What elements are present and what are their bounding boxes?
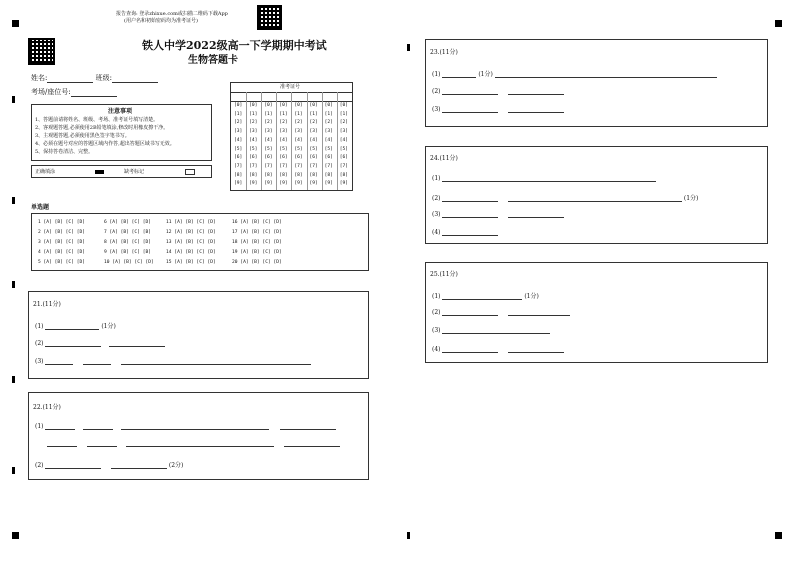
mc-row[interactable]	[38, 230, 282, 235]
exam-id-column-divider	[246, 92, 247, 190]
q21-answer-box	[28, 291, 369, 379]
mc-row[interactable]	[38, 240, 282, 245]
exam-id-bubbles[interactable]	[231, 102, 352, 190]
exam-id-digit-bubble[interactable]: [4]	[309, 137, 318, 143]
exam-id-column-divider	[276, 92, 277, 190]
page-subtitle: 生物答题卡	[188, 55, 238, 66]
exam-id-digit-bubble[interactable]: [9]	[279, 181, 288, 187]
mc-item[interactable]: 14 [A] [B] [C] [D]	[166, 250, 216, 255]
qr-code-icon	[28, 38, 55, 65]
exam-id-digit-bubble[interactable]: [1]	[309, 111, 318, 117]
exam-id-digit-bubble[interactable]: [8]	[249, 172, 258, 178]
part-label: (2)	[35, 340, 44, 347]
part-label: (4)	[432, 229, 441, 236]
exam-id-digit-bubble[interactable]: [0]	[294, 103, 303, 108]
q23-part3[interactable]	[432, 106, 564, 113]
side-mark	[12, 281, 15, 288]
exam-id-digit-bubble[interactable]: [7]	[309, 163, 318, 169]
exam-id-digit-bubble[interactable]: [2]	[294, 120, 303, 126]
exam-id-digit-bubble[interactable]: [6]	[264, 155, 273, 161]
exam-id-digit-bubble[interactable]: [2]	[309, 120, 318, 126]
part-label: (2)	[432, 195, 441, 202]
exam-id-digit-bubble[interactable]: [9]	[309, 181, 318, 187]
exam-id-digit-bubble[interactable]: [8]	[324, 172, 333, 178]
q23-part1[interactable]	[432, 69, 717, 78]
mc-row[interactable]	[38, 260, 282, 265]
notice-item: 5、保持答卷清洁、完整。	[35, 149, 94, 155]
correct-fill-label: 正确填涂	[35, 169, 56, 175]
mc-item[interactable]: 17 [A] [B] [C] [D]	[232, 230, 282, 235]
exam-id-digit-bubble[interactable]: [3]	[294, 129, 303, 135]
exam-id-digit-bubble[interactable]: [2]	[279, 120, 288, 126]
part-label: (3)	[432, 327, 441, 334]
exam-id-digit-bubble[interactable]: [2]	[249, 120, 258, 126]
mc-item[interactable]: 4 [A] [B] [C] [D]	[38, 250, 86, 255]
exam-id-digit-bubble[interactable]: [4]	[339, 137, 348, 143]
exam-id-digit-bubble[interactable]: [0]	[264, 103, 273, 108]
exam-id-digit-bubble[interactable]: [4]	[234, 137, 243, 143]
exam-id-digit-bubble[interactable]: [6]	[294, 155, 303, 161]
mc-item[interactable]: 18 [A] [B] [C] [D]	[232, 240, 282, 245]
part-label: (1)	[35, 423, 44, 430]
q25-answer-box	[425, 262, 768, 363]
q23-title: 23.(11分)	[430, 49, 458, 56]
part-label: (1)	[432, 71, 441, 78]
exam-id-digit-bubble[interactable]: [7]	[324, 163, 333, 169]
corner-mark-top-right	[775, 20, 782, 27]
fill-example-box	[31, 165, 212, 178]
q25-title: 25.(11分)	[430, 271, 458, 278]
mc-item[interactable]: 13 [A] [B] [C] [D]	[166, 240, 216, 245]
name-label: 姓名:	[31, 74, 48, 82]
q24-part1[interactable]	[432, 175, 656, 182]
exam-id-digit-bubble[interactable]: [3]	[279, 129, 288, 135]
q22-title: 22.(11分)	[33, 404, 61, 411]
mc-item[interactable]: 3 [A] [B] [C] [D]	[38, 240, 86, 245]
exam-id-digit-bubble[interactable]: [2]	[324, 120, 333, 126]
exam-id-digit-bubble[interactable]: [7]	[294, 163, 303, 169]
exam-id-digit-bubble[interactable]: [7]	[234, 163, 243, 169]
notice-item: 2、客观题答题,必须使用2B铅笔填涂,修改时用橡皮擦干净。	[35, 125, 169, 131]
mc-item[interactable]: 8 [A] [B] [C] [D]	[104, 240, 152, 245]
exam-id-digit-bubble[interactable]: [6]	[309, 155, 318, 161]
exam-id-digit-bubble[interactable]: [5]	[234, 146, 243, 152]
mc-item[interactable]: 15 [A] [B] [C] [D]	[166, 260, 216, 265]
part-label: (1)	[432, 293, 441, 300]
seat-field[interactable]	[31, 87, 117, 97]
exam-id-grid	[230, 82, 353, 191]
q25-part4[interactable]	[432, 346, 564, 353]
exam-id-column-divider	[307, 92, 308, 190]
q22-answer-box	[28, 392, 369, 480]
q24-part4[interactable]	[432, 229, 498, 236]
q22-part1-cont[interactable]	[47, 440, 340, 447]
side-mark	[12, 467, 15, 474]
mc-row[interactable]	[38, 250, 282, 255]
q25-part2[interactable]	[432, 309, 570, 316]
mc-item[interactable]: 1 [A] [B] [C] [D]	[38, 220, 86, 225]
exam-id-digit-bubble[interactable]: [3]	[324, 129, 333, 135]
q21-part2[interactable]	[35, 340, 165, 347]
q23-answer-box	[425, 39, 768, 127]
mc-item[interactable]: 10 [A] [B] [C] [D]	[104, 260, 154, 265]
exam-id-digit-bubble[interactable]: [6]	[324, 155, 333, 161]
exam-id-digit-bubble[interactable]: [2]	[339, 120, 348, 126]
exam-id-digit-bubble[interactable]: [4]	[279, 137, 288, 143]
exam-id-column-divider	[337, 92, 338, 190]
side-mark	[407, 44, 410, 51]
exam-id-digit-bubble[interactable]: [0]	[279, 103, 288, 108]
exam-id-digit-bubble[interactable]: [5]	[324, 146, 333, 152]
exam-id-digit-bubble[interactable]: [9]	[264, 181, 273, 187]
exam-id-digit-bubble[interactable]: [7]	[249, 163, 258, 169]
mc-item[interactable]: 20 [A] [B] [C] [D]	[232, 260, 282, 265]
points-label: (1分)	[478, 71, 493, 78]
exam-id-digit-bubble[interactable]: [7]	[264, 163, 273, 169]
notice-item: 4、必须在题号对应的答题区域内作答,超出答题区域书写无效。	[35, 141, 175, 147]
report-query-note-sub: (用户名和初始密码均为准考证号)	[124, 18, 198, 24]
exam-id-digit-bubble[interactable]: [6]	[339, 155, 348, 161]
qr-code-icon	[257, 5, 282, 30]
part-label: (4)	[432, 346, 441, 353]
notice-item: 1、答题前请将姓名、班级、考场、准考证号填写清楚。	[35, 117, 159, 123]
exam-id-digit-bubble[interactable]: [2]	[234, 120, 243, 126]
exam-id-digit-bubble[interactable]: [3]	[264, 129, 273, 135]
exam-id-digit-bubble[interactable]: [9]	[249, 181, 258, 187]
mc-title: 单选题	[31, 204, 50, 211]
exam-id-digit-bubble[interactable]: [4]	[294, 137, 303, 143]
q21-title: 21.(11分)	[33, 301, 61, 308]
exam-id-digit-bubble[interactable]: [1]	[234, 111, 243, 117]
corner-mark-bottom-right	[775, 532, 782, 539]
exam-id-digit-bubble[interactable]: [6]	[234, 155, 243, 161]
q21-part3[interactable]	[35, 358, 311, 365]
exam-id-digit-bubble[interactable]: [5]	[339, 146, 348, 152]
class-label: 班级:	[95, 74, 112, 82]
exam-id-digit-bubble[interactable]: [6]	[249, 155, 258, 161]
corner-mark-bottom-left	[12, 532, 19, 539]
exam-id-digit-bubble[interactable]: [1]	[339, 111, 348, 117]
page-title: 铁人中学2022级高一下学期期中考试	[142, 39, 327, 52]
exam-id-column-divider	[291, 92, 292, 190]
exam-id-digit-bubble[interactable]: [0]	[234, 103, 243, 108]
part-label: (2)	[432, 88, 441, 95]
report-query-note: 报告查询: 登录zhixue.com或扫描二维码下载App	[116, 11, 228, 17]
exam-id-digit-bubble[interactable]: [1]	[279, 111, 288, 117]
exam-id-digit-bubble[interactable]: [9]	[294, 181, 303, 187]
notice-title: 注意事项	[108, 108, 133, 115]
exam-id-digit-bubble[interactable]: [1]	[249, 111, 258, 117]
mc-item[interactable]: 9 [A] [B] [C] [B]	[104, 250, 152, 255]
exam-id-digit-bubble[interactable]: [9]	[324, 181, 333, 187]
exam-id-digit-bubble[interactable]: [5]	[264, 146, 273, 152]
part-label: (3)	[432, 106, 441, 113]
mc-item[interactable]: 16 [A] [B] [C] [D]	[232, 220, 282, 225]
points-label: (2分)	[168, 462, 184, 469]
corner-mark-top-left	[12, 20, 19, 27]
exam-id-digit-bubble[interactable]: [9]	[234, 181, 243, 187]
part-label: (3)	[35, 358, 44, 365]
notice-item: 3、主观题答题,必须使用黑色签字笔书写。	[35, 133, 130, 139]
exam-id-digit-bubble[interactable]: [7]	[279, 163, 288, 169]
exam-id-digit-bubble[interactable]: [3]	[249, 129, 258, 135]
exam-id-digit-bubble[interactable]: [0]	[324, 103, 333, 108]
q24-answer-box	[425, 146, 768, 244]
exam-id-digit-bubble[interactable]: [5]	[249, 146, 258, 152]
exam-id-digit-bubble[interactable]: [4]	[324, 137, 333, 143]
q24-part3[interactable]	[432, 211, 564, 218]
q25-part3[interactable]	[432, 327, 550, 334]
points-label: (1分)	[683, 195, 699, 202]
mc-row[interactable]	[38, 220, 282, 225]
correct-fill-sample	[95, 170, 104, 174]
part-label: (2)	[432, 309, 441, 316]
part-label: (2)	[35, 462, 44, 469]
missing-mark-label: 缺考标记	[124, 169, 145, 175]
part-label: (1)	[35, 323, 44, 330]
mc-item[interactable]: 11 [A] [B] [C] [D]	[166, 220, 216, 225]
exam-id-digit-bubble[interactable]: [8]	[279, 172, 288, 178]
seat-label: 考场/座位号:	[31, 88, 71, 96]
points-label: (1分)	[101, 323, 116, 330]
exam-id-digit-bubble[interactable]: [0]	[309, 103, 318, 108]
exam-id-digit-bubble[interactable]: [7]	[339, 163, 348, 169]
exam-id-digit-bubble[interactable]: [8]	[264, 172, 273, 178]
part-label: (3)	[432, 211, 441, 218]
exam-id-digit-bubble[interactable]: [0]	[339, 103, 348, 108]
mc-item[interactable]: 6 [A] [B] [C] [D]	[104, 220, 152, 225]
side-mark	[12, 197, 15, 204]
exam-id-column-divider	[322, 92, 323, 190]
exam-id-digit-bubble[interactable]: [1]	[324, 111, 333, 117]
q25-part1[interactable]	[432, 291, 539, 300]
exam-id-digit-bubble[interactable]: [5]	[279, 146, 288, 152]
side-mark	[407, 532, 410, 539]
part-label: (1)	[432, 175, 441, 182]
exam-id-digit-bubble[interactable]: [1]	[264, 111, 273, 117]
q22-part2[interactable]	[35, 460, 183, 469]
side-mark	[12, 376, 15, 383]
mc-item[interactable]: 5 [A] [B] [C] [D]	[38, 260, 86, 265]
exam-id-digit-bubble[interactable]: [9]	[339, 181, 348, 187]
side-mark	[12, 96, 15, 103]
name-field[interactable]	[31, 73, 158, 83]
mc-item[interactable]: 7 [A] [B] [C] [B]	[104, 230, 152, 235]
q21-part1[interactable]	[35, 321, 116, 330]
mc-item[interactable]: 19 [A] [B] [C] [D]	[232, 250, 282, 255]
missing-mark-checkbox[interactable]	[185, 169, 195, 175]
q23-part2[interactable]	[432, 88, 564, 95]
exam-id-digit-bubble[interactable]: [3]	[339, 129, 348, 135]
points-label: (1分)	[524, 293, 539, 300]
exam-id-digit-bubble[interactable]: [8]	[309, 172, 318, 178]
exam-id-digit-bubble[interactable]: [5]	[294, 146, 303, 152]
exam-id-digit-bubble[interactable]: [2]	[264, 120, 273, 126]
exam-id-digit-bubble[interactable]: [4]	[249, 137, 258, 143]
mc-item[interactable]: 12 [A] [B] [C] [D]	[166, 230, 216, 235]
exam-id-digit-bubble[interactable]: [8]	[339, 172, 348, 178]
exam-id-digit-bubble[interactable]: [8]	[234, 172, 243, 178]
exam-id-digit-bubble[interactable]: [8]	[294, 172, 303, 178]
exam-id-digit-bubble[interactable]: [5]	[309, 146, 318, 152]
exam-id-digit-bubble[interactable]: [6]	[279, 155, 288, 161]
exam-id-column-divider	[261, 92, 262, 190]
notice-box	[31, 104, 212, 161]
exam-id-digit-bubble[interactable]: [3]	[234, 129, 243, 135]
q22-part1[interactable]	[35, 423, 336, 430]
q24-title: 24.(11分)	[430, 155, 458, 162]
exam-id-digit-bubble[interactable]: [4]	[264, 137, 273, 143]
mc-answer-box	[31, 213, 369, 271]
exam-id-digit-bubble[interactable]: [3]	[309, 129, 318, 135]
mc-item[interactable]: 2 [A] [B] [C] [D]	[38, 230, 86, 235]
exam-id-digit-bubble[interactable]: [0]	[249, 103, 258, 108]
exam-id-title: 准考证号	[280, 84, 301, 90]
q24-part2[interactable]	[432, 193, 698, 202]
exam-id-digit-bubble[interactable]: [1]	[294, 111, 303, 117]
